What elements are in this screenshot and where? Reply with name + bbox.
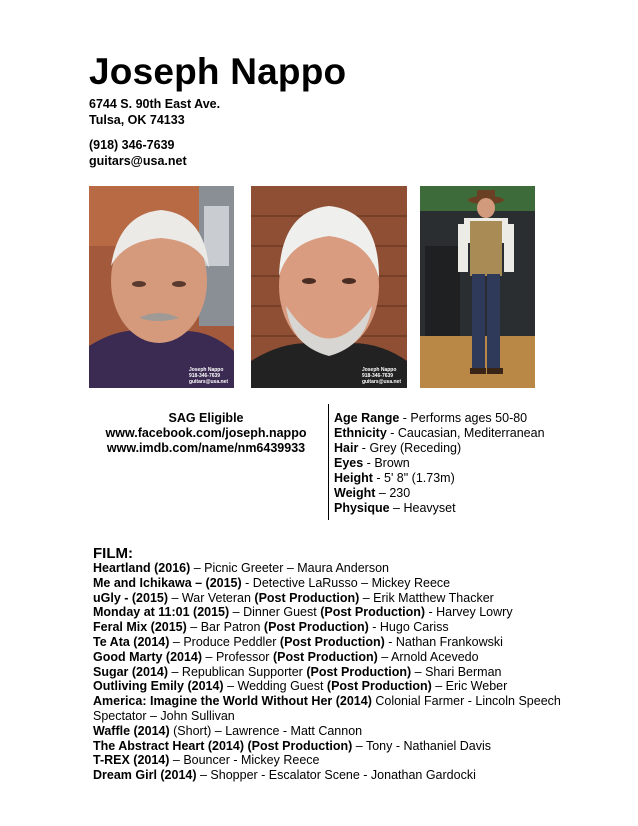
physical-stats-block xyxy=(334,411,545,516)
stat-label: Height xyxy=(334,471,373,485)
film-credit xyxy=(93,679,563,694)
film-credit-title: Dream Girl (2014) xyxy=(93,768,197,783)
full-body-image xyxy=(420,186,535,388)
film-credit-detail: – Republican Supporter xyxy=(168,664,307,679)
stat-label: Age Range xyxy=(334,411,400,425)
film-credit xyxy=(93,576,563,591)
film-credit-title: Heartland (2016) xyxy=(93,561,191,575)
film-credit-title: (Post Production) xyxy=(279,634,385,649)
film-credit-detail: – Picnic Greeter – Maura Anderson xyxy=(190,561,389,575)
stat-row xyxy=(334,411,545,426)
phone-number: (918) 346-7639 xyxy=(89,138,175,152)
film-credit-detail: – Dinner Guest xyxy=(229,605,321,620)
film-credit-title: (Post Production) xyxy=(306,664,412,679)
film-credit xyxy=(93,739,563,754)
film-credit-detail: - Nathan Frankowski xyxy=(384,634,503,649)
stat-value: Grey (Receding) xyxy=(369,441,462,455)
film-credit xyxy=(93,768,563,783)
film-credit xyxy=(93,665,563,680)
stat-separator: - xyxy=(386,426,398,440)
film-credit-detail: – Erik Matthew Thacker xyxy=(359,590,494,605)
stat-separator: - xyxy=(399,411,411,425)
film-credit-detail: – Eric Weber xyxy=(431,679,508,694)
film-credit xyxy=(93,605,563,620)
film-credit xyxy=(93,591,563,606)
stat-row xyxy=(334,501,545,516)
headshot-2-stamp: Joseph Nappo 918-346-7639 guitars@usa.net xyxy=(361,367,401,385)
address-line-1: 6744 S. 90th East Ave. xyxy=(89,97,221,111)
film-credit-title: Monday at 11:01 (2015) xyxy=(93,605,230,620)
film-credit-title: (Post Production) xyxy=(254,590,360,605)
film-credit-title: Outliving Emily (2014) xyxy=(93,679,224,694)
headshot-1-stamp: Joseph Nappo 918-346-7639 guitars@usa.net xyxy=(188,367,228,385)
film-credit xyxy=(93,635,563,650)
film-credit-detail: – Wedding Guest xyxy=(223,679,327,694)
sag-status: SAG Eligible xyxy=(168,411,244,425)
film-credit-detail: – Shopper - Escalator Scene - Jonathan Gardocki xyxy=(196,768,476,783)
film-credit-title: (Post Production) xyxy=(320,605,426,620)
full-body-photo xyxy=(420,186,535,388)
headshot-photo-1 xyxy=(89,186,234,388)
info-divider xyxy=(328,404,329,520)
film-credit-detail: – Bouncer - Mickey Reece xyxy=(169,753,320,768)
film-credit-detail: – Bar Patron xyxy=(186,620,264,635)
film-credit-detail: - Harvey Lowry xyxy=(425,605,513,620)
stat-label: Weight xyxy=(334,486,376,500)
facebook-link[interactable]: www.facebook.com/joseph.nappo xyxy=(105,426,307,440)
stat-label: Hair xyxy=(334,441,359,455)
stat-row xyxy=(334,426,545,441)
contact-block xyxy=(89,97,220,169)
film-credit-detail: (Short) – Lawrence - Matt Cannon xyxy=(169,723,363,738)
film-credit-title: Waffle (2014) xyxy=(93,723,170,738)
imdb-link[interactable]: www.imdb.com/name/nm6439933 xyxy=(106,441,306,455)
film-credit-detail: – War Veteran xyxy=(168,590,255,605)
stat-separator: - xyxy=(363,456,375,470)
film-credit-detail: - Hugo Cariss xyxy=(368,620,449,635)
stat-value: Performs ages 50-80 xyxy=(410,411,528,425)
headshot-photo-2 xyxy=(251,186,407,388)
film-credit xyxy=(93,724,563,739)
film-credit-title: uGly - (2015) xyxy=(93,590,169,605)
stat-value: 5' 8" (1.73m) xyxy=(384,471,455,485)
film-credit xyxy=(93,620,563,635)
stat-value: 230 xyxy=(389,486,411,500)
film-credit-title: The Abstract Heart (2014) (Post Production) xyxy=(93,738,353,753)
film-credit-title: Sugar (2014) xyxy=(93,664,169,679)
film-credit-detail: Colonial Farmer - Lincoln Speech Spectator – John Sullivan xyxy=(93,694,561,723)
film-credit-detail: – Arnold Acevedo xyxy=(377,649,479,664)
film-credit-title: (Post Production) xyxy=(263,620,369,635)
film-credit-detail: – Produce Peddler xyxy=(169,634,280,649)
film-credit-title: America: Imagine the World Without Her (2014) xyxy=(93,694,372,709)
film-credits-list xyxy=(93,561,563,783)
film-credit-title: (Post Production) xyxy=(326,679,432,694)
stat-separator: – xyxy=(375,486,390,500)
film-credit-title: Me and Ichikawa – (2015) xyxy=(93,575,242,590)
headshot-1-image xyxy=(89,186,234,388)
stat-row xyxy=(334,456,545,471)
film-credit xyxy=(93,694,563,724)
stat-separator: – xyxy=(389,501,404,515)
union-links-block xyxy=(90,411,322,456)
stat-label: Ethnicity xyxy=(334,426,387,440)
stat-separator: - xyxy=(358,441,370,455)
film-credit-title: Good Marty (2014) xyxy=(93,649,203,664)
film-credit-title: Te Ata (2014) xyxy=(93,634,170,649)
stat-label: Physique xyxy=(334,501,390,515)
actor-name: Joseph Nappo xyxy=(89,51,347,92)
email-address: guitars@usa.net xyxy=(89,153,187,168)
film-credit-detail: – Shari Berman xyxy=(411,664,502,679)
film-credit xyxy=(93,753,563,768)
film-credit-detail: - Detective LaRusso – Mickey Reece xyxy=(241,575,451,590)
film-credit xyxy=(93,650,563,665)
film-credit-detail: – Professor xyxy=(202,649,273,664)
address-line-2: Tulsa, OK 74133 xyxy=(89,112,185,127)
film-credit-detail: – Tony - Nathaniel Davis xyxy=(352,738,492,753)
stat-value: Caucasian, Mediterranean xyxy=(397,426,545,440)
stat-row xyxy=(334,486,545,501)
film-credit-title: T-REX (2014) xyxy=(93,753,170,768)
film-section-heading: FILM: xyxy=(93,545,133,562)
stat-row xyxy=(334,471,545,486)
film-credit-title: Feral Mix (2015) xyxy=(93,620,187,635)
film-credit xyxy=(93,561,563,576)
stat-separator: - xyxy=(372,471,384,485)
headshot-2-image xyxy=(251,186,407,388)
stat-label: Eyes xyxy=(334,456,364,470)
film-credit-title: (Post Production) xyxy=(272,649,378,664)
stat-value: Brown xyxy=(374,456,410,470)
stat-value: Heavyset xyxy=(403,501,456,515)
stat-row xyxy=(334,441,545,456)
